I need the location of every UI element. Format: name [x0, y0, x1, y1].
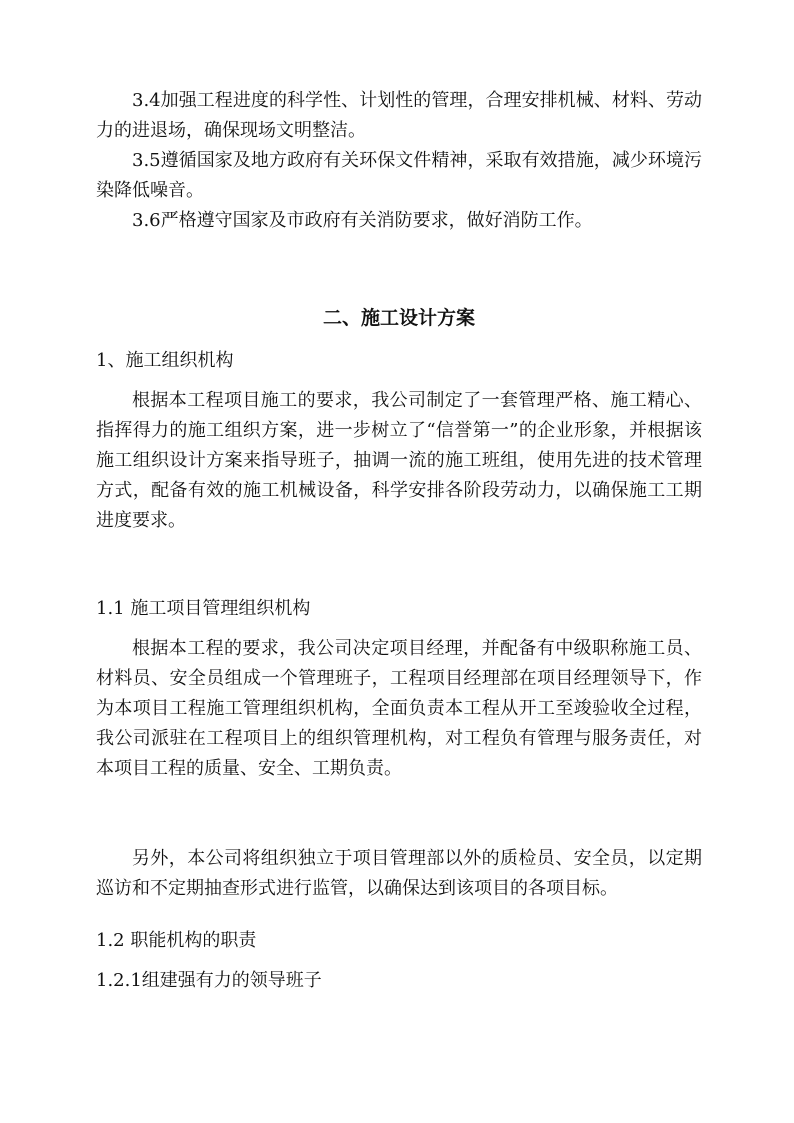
clause-3-6: 3.6严格遵守国家及市政府有关消防要求，做好消防工作。 — [132, 210, 593, 231]
section-1-1-paragraph-1: 根据本工程的要求，我公司决定项目经理，并配备有中级职称施工员、材料员、安全员组成一个管理班子，工程项目经理部在项目经理领导下，作为本项目工程施工管理组织机构，全面负责本工程从开工至竣验收全过程，我公司派驻在工程项目上的组织管理机构，对工程负有管理与服务责任，对本项目工程的质量、安全、工期负责。 — [96, 638, 702, 779]
section-1-paragraph: 根据本工程项目施工的要求，我公司制定了一套管理严格、施工精心、指挥得力的施工组织方案，进一步树立了“信誉第一”的企业形象，并根据该施工组织设计方案来指导班子，抽调一流的施工班组，使用先进的技术管理方式，配备有效的施工机械设备，科学安排各阶段劳动力，以确保施工工期进度要求。 — [96, 390, 702, 531]
section-1-1-heading: 1.1 施工项目管理组织机构 — [96, 598, 311, 619]
section-1-2-1-heading: 1.2.1组建强有力的领导班子 — [96, 970, 322, 991]
clause-3-4: 3.4加强工程进度的科学性、计划性的管理，合理安排机械、材料、劳动力的进退场，确保现场文明整洁。 — [96, 90, 702, 141]
section-1-1-paragraph-2: 另外，本公司将组织独立于项目管理部以外的质检员、安全员，以定期巡访和不定期抽查形式进行监管，以确保达到该项目的各项目标。 — [96, 848, 702, 899]
clause-3-5: 3.5遵循国家及地方政府有关环保文件精神，采取有效措施，减少环境污染降低噪音。 — [96, 150, 702, 201]
chapter-title: 二、施工设计方案 — [322, 307, 475, 329]
section-1-2-heading: 1.2 职能机构的职责 — [96, 930, 257, 951]
section-1-heading: 1、施工组织机构 — [96, 350, 234, 371]
